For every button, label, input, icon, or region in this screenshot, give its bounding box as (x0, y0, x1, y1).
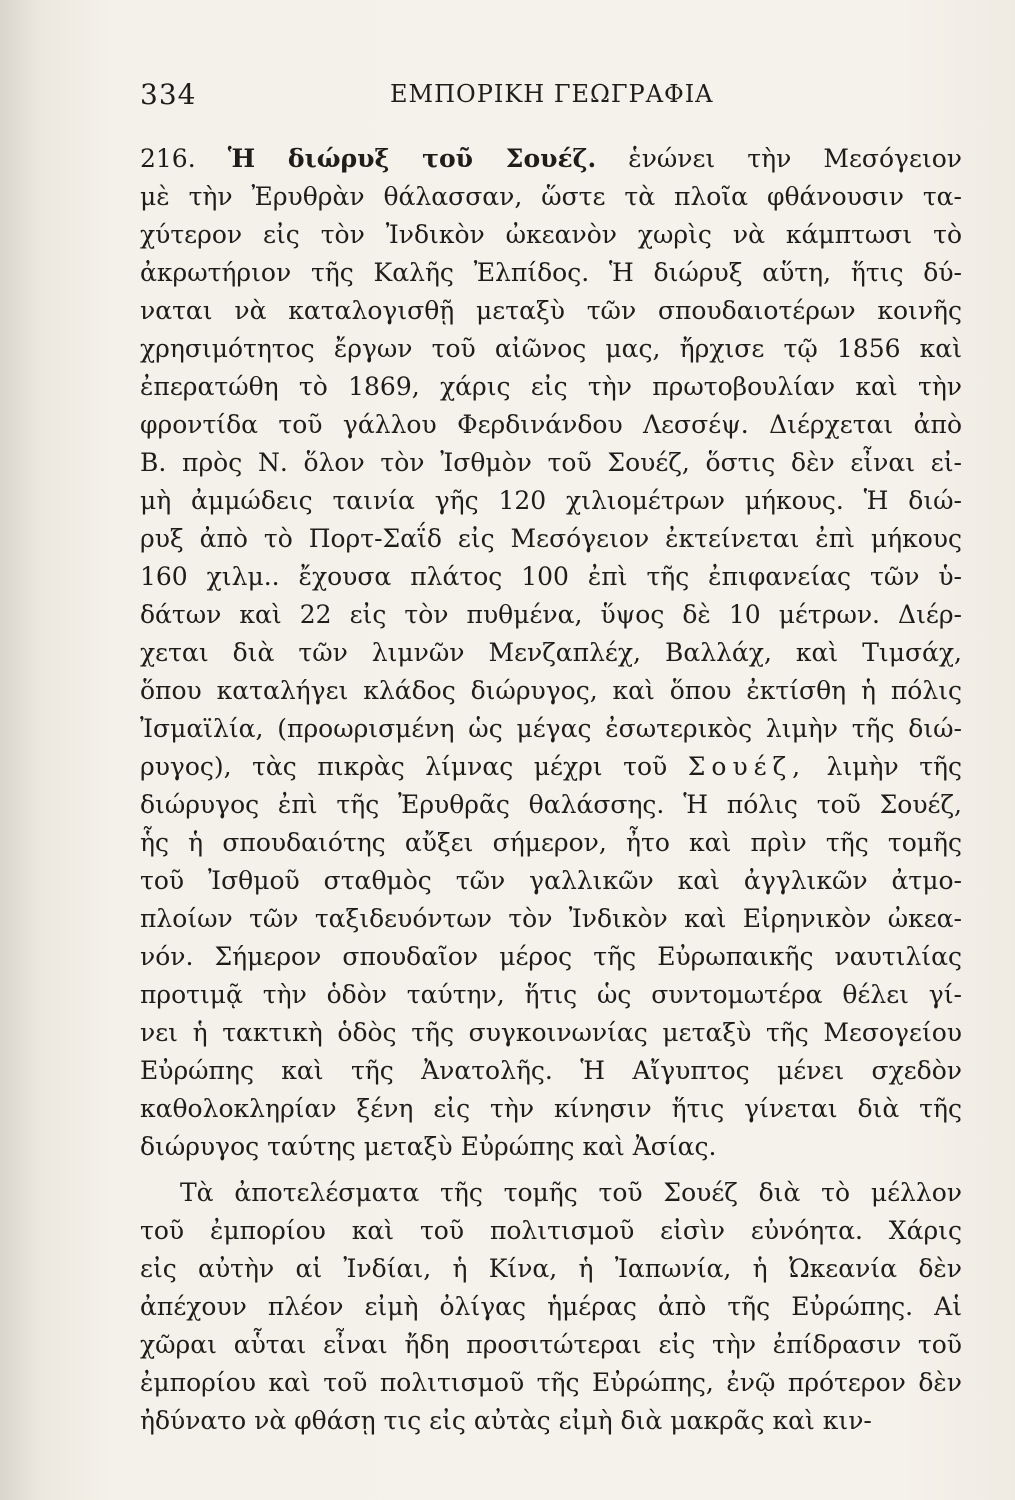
paragraph-last-line: διώρυγος ταύτης μεταξὺ Εὐρώπης καὶ Ἀσίας. (140, 1132, 717, 1161)
text-line: προτιμᾷ τὴν ὁδὸν ταύτην, ἥτις ὡς συντομωτέρα θέλει γί- (140, 980, 962, 1009)
text-line: ἐμπορίου καὶ τοῦ πολιτισμοῦ τῆς Εὐρώπης, ἐνῷ πρότερον δὲν (140, 1368, 962, 1397)
paragraph-one-lines (140, 178, 962, 748)
paragraph-first-line (140, 140, 962, 178)
text-line: διώρυγος ἐπὶ τῆς Ἐρυθρᾶς θαλάσσης. Ἡ πόλις τοῦ Σουέζ, (140, 790, 962, 819)
section-number: 216. (140, 144, 196, 173)
text-segment: ρυγος), τὰς πικρὰς λίμνας μέχρι τοῦ (140, 752, 668, 781)
text-line: τοῦ ἐμπορίου καὶ τοῦ πολιτισμοῦ εἰσὶν εὐνόητα. Χάρις (140, 1216, 962, 1245)
text-line: Εὐρώπης καὶ τῆς Ἀνατολῆς. Ἡ Αἴγυπτος μένει σχεδὸν (140, 1056, 962, 1085)
text-segment: λιμὴν τῆς (826, 752, 962, 781)
text-line: καθολοκληρίαν ξένη εἰς τὴν κίνησιν ἥτις γίνεται διὰ τῆς (140, 1094, 962, 1123)
text-line: χῶραι αὗται εἶναι ἤδη προσιτώτεραι εἰς τὴν ἐπίδρασιν τοῦ (140, 1330, 962, 1359)
text-line: ἐπερατώθη τὸ 1869, χάρις εἰς τὴν πρωτοβουλίαν καὶ τὴν (140, 372, 962, 401)
text-line: 160 χιλμ.. ἔχουσα πλάτος 100 ἐπὶ τῆς ἐπιφανείας τῶν ὑ- (140, 562, 962, 591)
spaced-word: Σουέζ, (687, 752, 807, 781)
text-line: ὅπου καταλήγει κλάδος διώρυγος, καὶ ὅπου ἐκτίσθη ἡ πόλις (140, 676, 962, 705)
paragraph-two-first-line: Τὰ ἀποτελέσματα τῆς τομῆς τοῦ Σουέζ διὰ τὸ μέλλον (180, 1178, 962, 1207)
text-line: πλοίων τῶν ταξιδευόντων τὸν Ἰνδικὸν καὶ Εἰρηνικὸν ὠκεα- (140, 904, 962, 933)
text-line: ἧς ἡ σπουδαιότης αὔξει σήμερον, ἦτο καὶ πρὶν τῆς τομῆς (140, 828, 962, 857)
text-line: ἠδύνατο νὰ φθάσῃ τις εἰς αὐτὰς εἰμὴ διὰ μακρᾶς καὶ κιν- (140, 1406, 872, 1435)
text-line: εἰς αὐτὴν αἱ Ἰνδίαι, ἡ Κίνα, ἡ Ἰαπωνία, ἡ Ὠκεανία δὲν (140, 1254, 962, 1283)
running-title: ΕΜΠΟΡΙΚΗ ΓΕΩΓΡΑΦΙΑ (390, 80, 714, 108)
text-line: μὲ τὴν Ἐρυθρὰν θάλασσαν, ὥστε τὰ πλοῖα φθάνουσιν τα- (140, 182, 962, 211)
text-line: μὴ ἀμμώδεις ταινία γῆς 120 χιλιομέτρων μήκους. Ἡ διώ- (140, 486, 962, 515)
text-segment: ἑνώνει τὴν Μεσόγειον (628, 144, 962, 173)
page-number: 334 (140, 78, 197, 111)
text-line: φροντίδα τοῦ γάλλου Φερδινάνδου Λεσσέψ. Διέρχεται ἀπὸ (140, 410, 962, 439)
text-line: Ἰσμαϊλία, (προωρισμένη ὡς μέγας ἐσωτερικὸς λιμὴν τῆς διώ- (140, 714, 962, 743)
text-line: ἀκρωτήριον τῆς Καλῆς Ἐλπίδος. Ἡ διώρυξ αὕτη, ἥτις δύ- (140, 258, 962, 287)
paragraph-two-lines (140, 1212, 962, 1440)
text-line: Β. πρὸς Ν. ὅλον τὸν Ἰσθμὸν τοῦ Σουέζ, ὅστις δὲν εἶναι εἰ- (140, 448, 962, 477)
text-line: ἀπέχουν πλέον εἰμὴ ὀλίγας ἡμέρας ἀπὸ τῆς Εὐρώπης. Αἱ (140, 1292, 962, 1321)
text-line: δάτων καὶ 22 εἰς τὸν πυθμένα, ὕψος δὲ 10 μέτρων. Διέρ- (140, 600, 962, 629)
text-line: τοῦ Ἰσθμοῦ σταθμὸς τῶν γαλλικῶν καὶ ἀγγλικῶν ἀτμο- (140, 866, 962, 895)
text-line: ρυξ ἀπὸ τὸ Πορτ-Σαΐδ εἰς Μεσόγειον ἐκτείνεται ἐπὶ μήκους (140, 524, 962, 553)
text-line (140, 748, 962, 786)
paragraph-one-lines-continued (140, 786, 962, 1128)
text-line: νει ἡ τακτικὴ ὁδὸς τῆς συγκοινωνίας μεταξὺ τῆς Μεσογείου (140, 1018, 962, 1047)
page-header (140, 78, 960, 118)
text-line: νόν. Σήμερον σπουδαῖον μέρος τῆς Εὐρωπαικῆς ναυτιλίας (140, 942, 962, 971)
section-title: Ἡ διώρυξ τοῦ Σουέζ. (227, 144, 597, 173)
text-line: χύτερον εἰς τὸν Ἰνδικὸν ὠκεανὸν χωρὶς νὰ κάμπτωσι τὸ (140, 220, 962, 249)
text-line: χεται διὰ τῶν λιμνῶν Μενζαπλέχ, Βαλλάχ, καὶ Τιμσάχ, (140, 638, 962, 667)
text-line: χρησιμότητος ἔργων τοῦ αἰῶνος μας, ἤρχισε τῷ 1856 καὶ (140, 334, 962, 363)
text-line: ναται νὰ καταλογισθῇ μεταξὺ τῶν σπουδαιοτέρων κοινῆς (140, 296, 962, 325)
body-text (140, 140, 962, 1440)
